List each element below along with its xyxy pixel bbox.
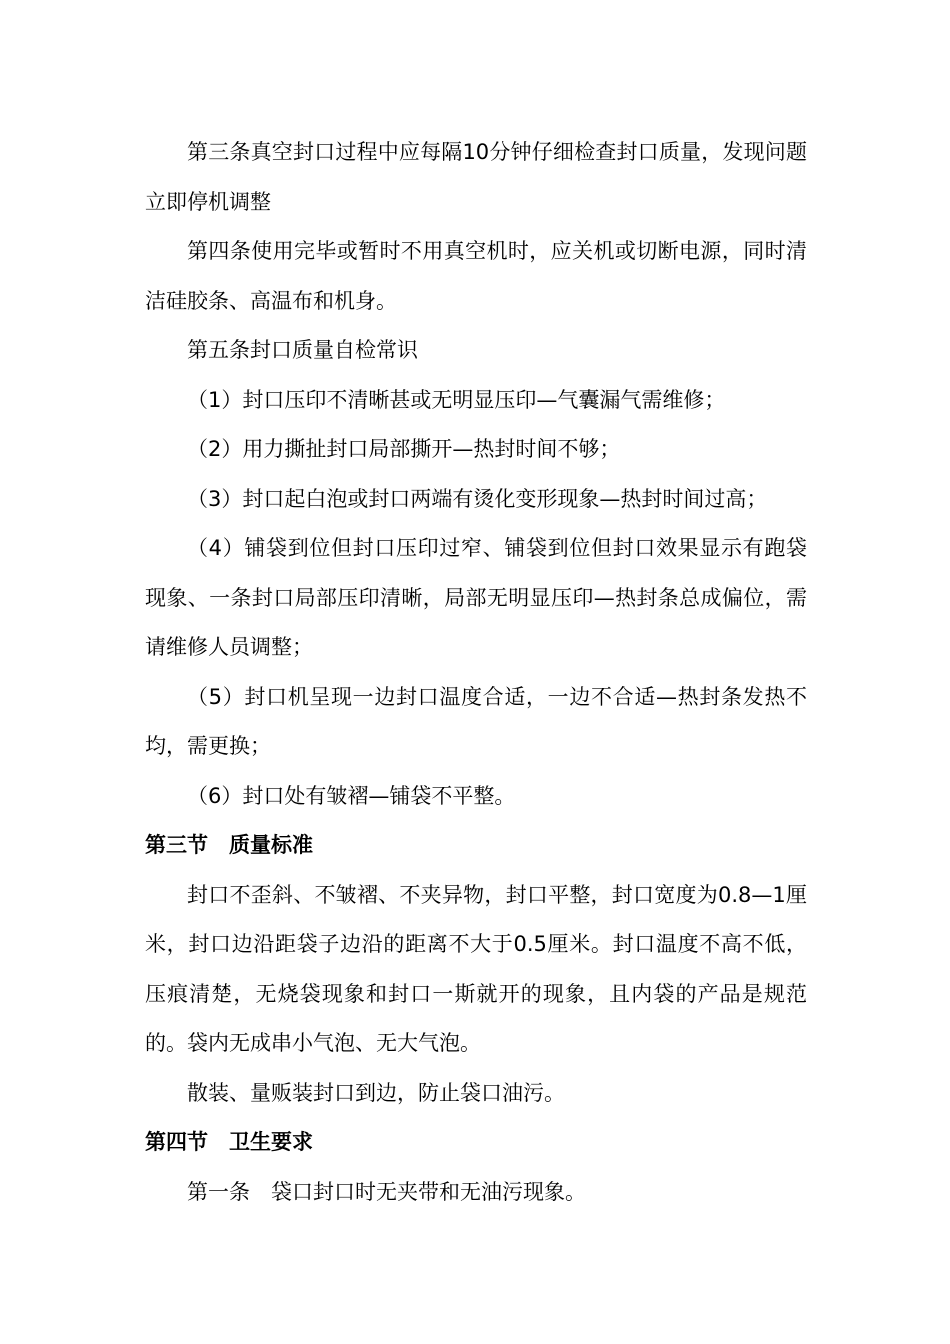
- self-check-item-5: （5）封口机呈现一边封口温度合适，一边不合适—热封条发热不均，需更换；: [145, 684, 807, 758]
- document-body: [145, 128, 807, 1217]
- article-3-vacuum-check: 第三条真空封口过程中应每隔10分钟仔细检查封口质量，发现问题立即停机调整: [145, 140, 807, 214]
- article-4-shutdown-clean: 第四条使用完毕或暂时不用真空机时，应关机或切断电源，同时清洁硅胶条、高温布和机身。: [145, 239, 807, 313]
- section-4-heading: 第四节 卫生要求: [145, 1130, 313, 1154]
- section-3-paragraph-1: 封口不歪斜、不皱褶、不夹异物，封口平整，封口宽度为0.8—1厘米，封口边沿距袋子边沿的距离不大于0.5厘米。封口温度不高不低，压痕清楚，无烧袋现象和封口一斯就开的现象，且内袋的产品是规范的。袋内无成串小气泡、无大气泡。: [145, 882, 807, 1055]
- section-3-heading: 第三节 质量标准: [145, 833, 313, 857]
- self-check-item-2: （2）用力撕扯封口局部撕开—热封时间不够；: [187, 437, 621, 461]
- article-5-self-check-title: 第五条封口质量自检常识: [187, 338, 418, 362]
- section-3-paragraph-2: 散装、量贩装封口到边，防止袋口油污。: [187, 1080, 565, 1105]
- section-4-paragraph-1: 第一条 袋口封口时无夹带和无油污现象。: [187, 1179, 586, 1204]
- self-check-item-4: （4）铺袋到位但封口压印过窄、铺袋到位但封口效果显示有跑袋现象、一条封口局部压印清晰，局部无明显压印—热封条总成偏位，需请维修人员调整；: [145, 536, 807, 659]
- self-check-item-3: （3）封口起白泡或封口两端有烫化变形现象—热封时间过高；: [187, 486, 768, 511]
- self-check-item-6: （6）封口处有皱褶—铺袋不平整。: [187, 783, 516, 808]
- self-check-item-1: （1）封口压印不清晰甚或无明显压印—气囊漏气需维修；: [187, 387, 726, 412]
